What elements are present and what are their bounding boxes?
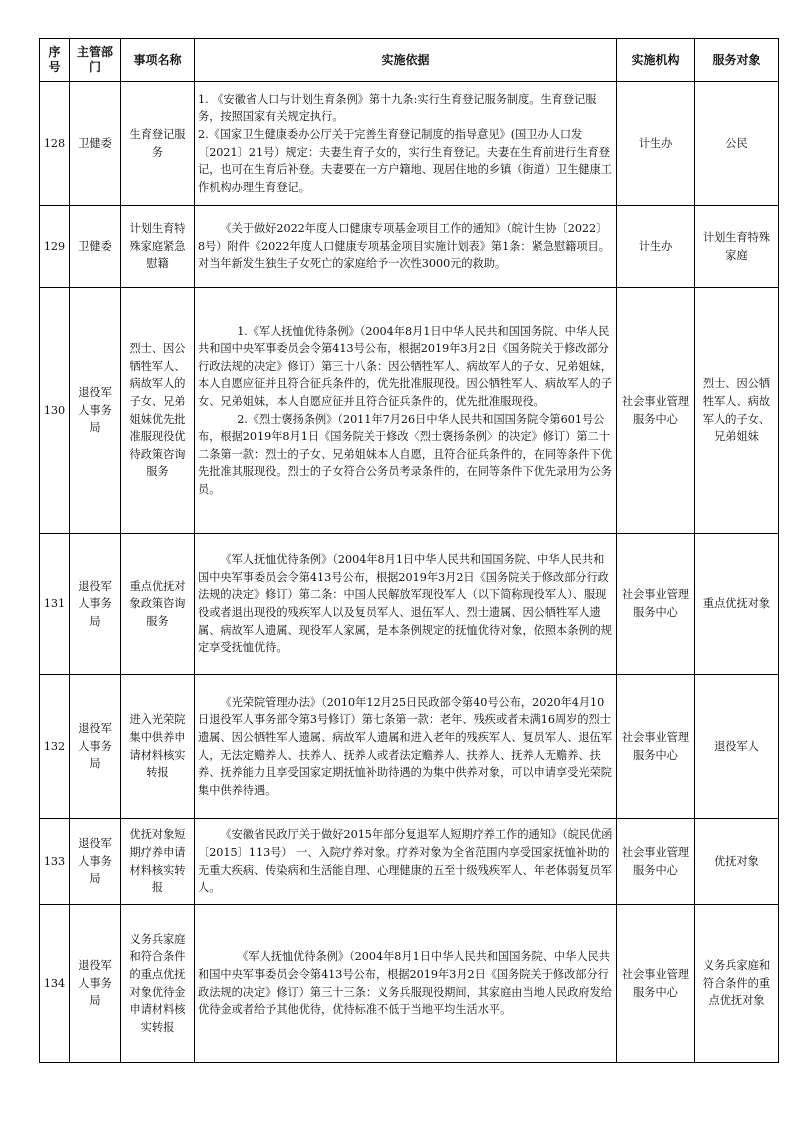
row-org: 社会事业管理服务中心 [617,819,695,905]
basis-paragraph: 《光荣院管理办法》（2010年12月25日民政部令第40号公布，2020年4月10日退役军人事务部令第3号修订）第七条第一款：老年、残疾或者未满16周岁的烈士遗属、因公牺牲军人遗属、病故军人遗属和进入老年的残疾军人、复员军人、退伍军人，无法定赡养人、扶养人、抚养人或者法定赡养人、扶养人、抚养人无赡养、扶养、抚养能力且享受国家定期抚恤补助待遇的为集中供养对象，可以申请享受光荣院集中供养待遇。 [198,695,612,797]
table-row [40,206,779,288]
row-target: 烈士、因公牺牲军人、病故军人的子女、兄弟姐妹 [695,288,779,534]
header-basis: 实施依据 [195,39,617,82]
basis-paragraph: 《军人抚恤优待条例》（2004年8月1日中华人民共和国国务院、中华人民共和国中央军事委员会令第413号公布，根据2019年3月2日《国务院关于修改部分行政法规的决定》修订）第二条：中国人民解放军现役军人（以下简称现役军人）、服现役或者退出现役的残疾军人以及复员军人、退伍军人、烈士遗属、因公牺牲军人遗属、病故军人遗属、现役军人家属，是本条例规定的抚恤优待对象，依照本条例的规定享受抚恤优待。 [198,553,612,655]
row-dept: 退役军人事务局 [70,819,121,905]
row-item-name: 计划生育特殊家庭紧急慰籍 [121,206,195,288]
table-row [40,675,779,819]
row-org: 社会事业管理服务中心 [617,905,695,1063]
row-target: 优抚对象 [695,819,779,905]
header-org: 实施机构 [617,39,695,82]
basis-paragraph: 《军人抚恤优待条例》（2004年8月1日中华人民共和国国务院、中华人民共和国中央军事委员会令第413号公布，根据2019年3月2日《国务院关于修改部分行政法规的决定》修订）第三十三条：义务兵服现役期间，其家庭由当地人民政府发给优待金或者给予其他优待，优待标准不低于当地平均生活水平。 [198,950,612,1017]
row-item-name: 义务兵家庭和符合条件的重点优抚对象优待金申请材料核实转报 [121,905,195,1063]
basis-paragraph: 《安徽省民政厅关于做好2015年部分复退军人短期疗养工作的通知》（皖民优函〔2015〕113号） 一、入院疗养对象。疗养对象为全省范围内享受国家抚恤补助的无重大疾病、传染病和生活能自理、心理健康的五至十级残疾军人、年老体弱复员军人。 [198,828,613,895]
table-row [40,819,779,905]
table-row [40,534,779,675]
row-basis [195,206,617,288]
row-number: 129 [40,206,70,288]
row-item-name: 烈士、因公牺牲军人、病故军人的子女、兄弟姐妹优先批准服现役优待政策咨询服务 [121,288,195,534]
row-basis [195,905,617,1063]
row-org: 社会事业管理服务中心 [617,288,695,534]
row-org: 社会事业管理服务中心 [617,534,695,675]
row-dept: 卫健委 [70,82,121,206]
row-basis [195,819,617,905]
basis-paragraph: 1.《军人抚恤优待条例》（2004年8月1日中华人民共和国国务院、中华人民共和国中央军事委员会令第413号公布，根据2019年3月2日《国务院关于修改部分行政法规的决定》修订）第三十八条：因公牺牲军人、病故军人的子女、兄弟姐妹，本人自愿应征并且符合征兵条件的，优先批准服现役。因公牺牲军人、病故军人的子女、兄弟姐妹，本人自愿应征并且符合征兵条件的，优先批准服现役。 [198,324,612,408]
row-item-name: 优抚对象短期疗养申请材料核实转报 [121,819,195,905]
basis-paragraph: 2.《国家卫生健康委办公厅关于完善生育登记制度的指导意见》(国卫办人口发〔2021〕21号）规定：夫妻生育子女的，实行生育登记。夫妻在生育前进行生育登记，也可在生育后补登。夫妻要在一方户籍地、现居住地的乡镇（街道）卫生健康工作机构办理生育登记。 [198,127,612,194]
basis-paragraph: 《关于做好2022年度人口健康专项基金项目工作的通知》（皖计生协〔2022〕8号）附件《2022年度人口健康专项基金项目实施计划表》第1条：紧急慰籍项目。对当年新发生独生子女死亡的家庭给予一次性3000元的救助。 [198,222,610,271]
row-dept: 退役军人事务局 [70,288,121,534]
table-header-row [40,39,779,82]
row-basis [195,82,617,206]
row-number: 133 [40,819,70,905]
table-row [40,288,779,534]
row-number: 132 [40,675,70,819]
row-item-name: 进入光荣院集中供养申请材料核实转报 [121,675,195,819]
row-item-name: 重点优抚对象政策咨询服务 [121,534,195,675]
row-target: 重点优抚对象 [695,534,779,675]
row-basis [195,534,617,675]
basis-paragraph: 1. 《安徽省人口与计划生育条例》第十九条:实行生育登记服务制度。生育登记服务，按照国家有关规定执行。 [198,92,597,124]
row-dept: 卫健委 [70,206,121,288]
row-number: 134 [40,905,70,1063]
row-number: 130 [40,288,70,534]
row-org: 计生办 [617,82,695,206]
basis-paragraph: 2.《烈士褒扬条例》（2011年7月26日中华人民共和国国务院令第601号公布，根据2019年8月1日《国务院关于修改〈烈士褒扬条例〉的决定》修订）第二十二条第一款：烈士的子女、兄弟姐妹本人自愿，且符合征兵条件的，在同等条件下优先批准其服现役。烈士的子女符合公务员考录条件的，在同等条件下优先录用为公务员。 [198,412,612,496]
row-dept: 退役军人事务局 [70,675,121,819]
row-org: 社会事业管理服务中心 [617,675,695,819]
row-target: 公民 [695,82,779,206]
row-basis [195,675,617,819]
row-number: 131 [40,534,70,675]
row-target: 义务兵家庭和符合条件的重点优抚对象 [695,905,779,1063]
row-target: 计划生育特殊家庭 [695,206,779,288]
row-dept: 退役军人事务局 [70,905,121,1063]
table-row [40,905,779,1063]
row-number: 128 [40,82,70,206]
header-item: 事项名称 [121,39,195,82]
row-target: 退役军人 [695,675,779,819]
row-basis [195,288,617,534]
service-items-table [39,38,779,1063]
row-item-name: 生育登记服务 [121,82,195,206]
table-row [40,82,779,206]
row-dept: 退役军人事务局 [70,534,121,675]
row-org: 计生办 [617,206,695,288]
header-no: 序号 [40,39,70,82]
header-target: 服务对象 [695,39,779,82]
header-dept: 主管部门 [70,39,121,82]
